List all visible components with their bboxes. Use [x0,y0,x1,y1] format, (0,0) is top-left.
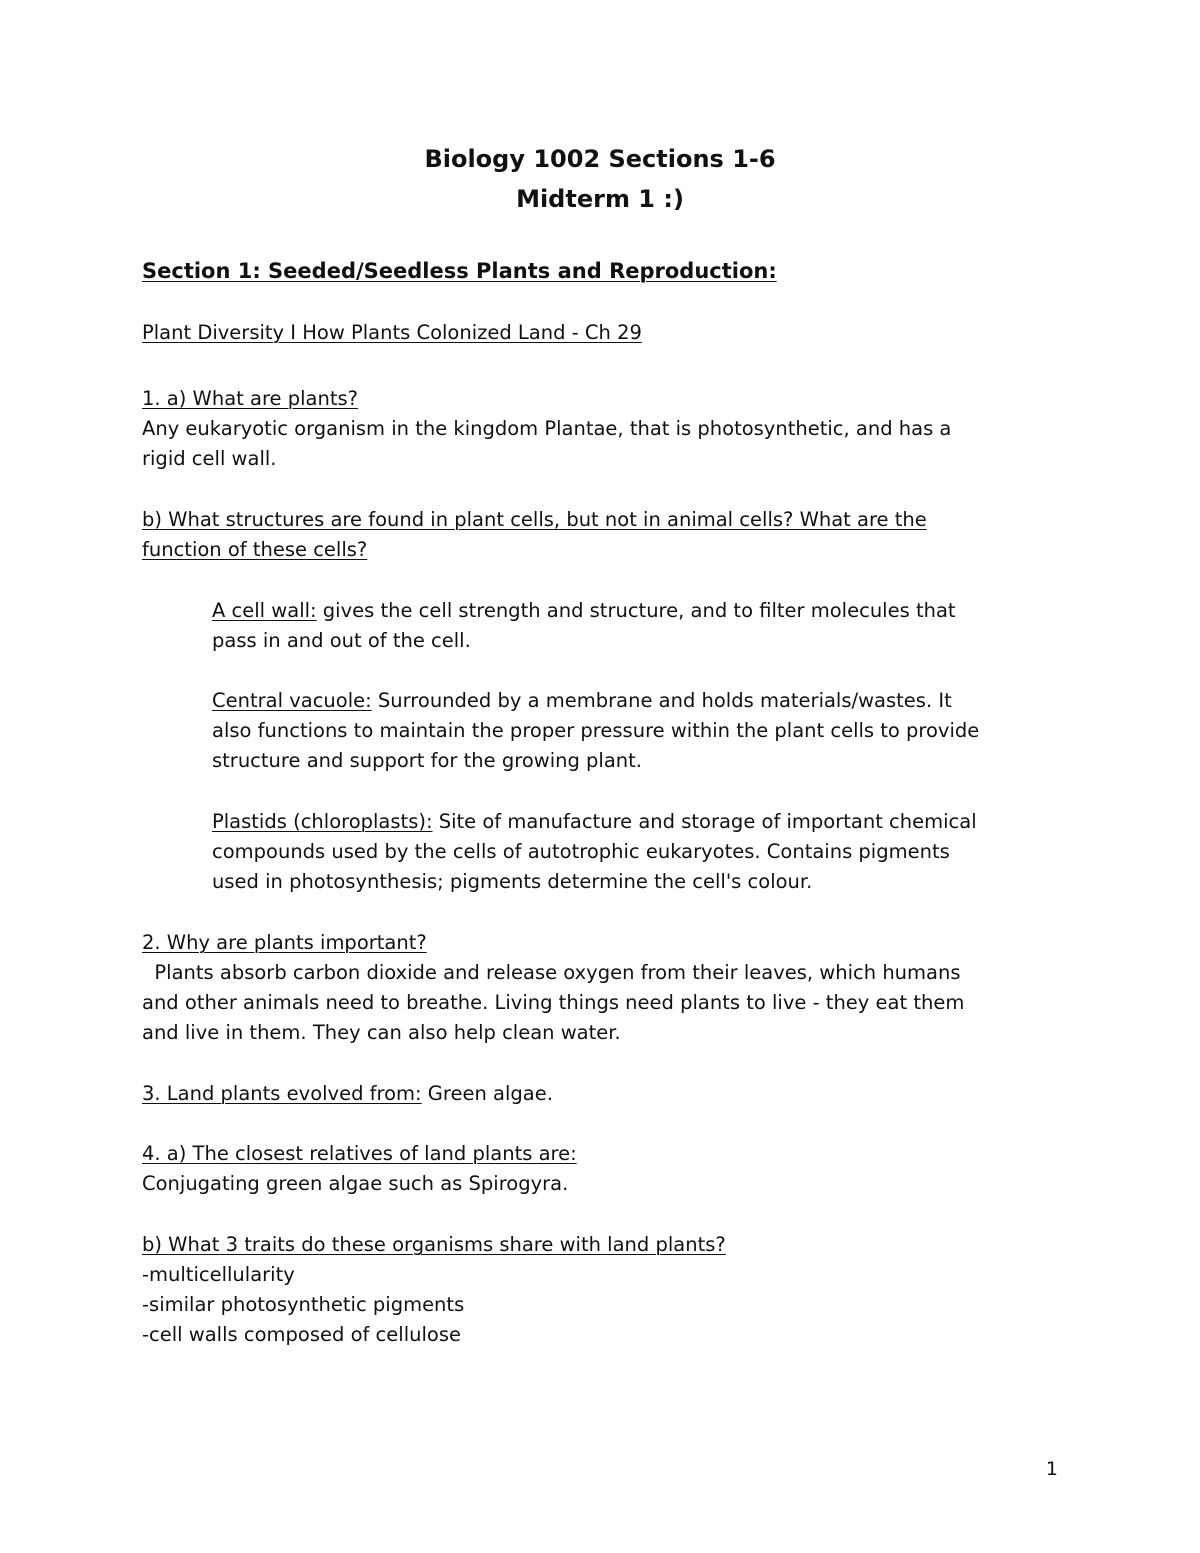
question-4b: b) What 3 traits do these organisms share with land plants? [142,1233,726,1256]
answer-1a-line: Any eukaryotic organism in the kingdom Plantae, that is photosynthetic, and has a [142,417,952,440]
cell-wall-term: A cell wall: [212,599,317,622]
answer-4a: Conjugating green algae such as Spirogyra. [142,1172,569,1195]
chapter-subheading: Plant Diversity I How Plants Colonized Land - Ch 29 [142,321,642,344]
answer-2-line: and live in them. They can also help clean water. [142,1021,621,1044]
answer-1a-line: rigid cell wall. [142,447,277,470]
question-2: 2. Why are plants important? [142,931,427,954]
question-1b: function of these cells? [142,538,368,561]
document-subtitle: Midterm 1 :) [516,185,684,213]
question-1b: b) What structures are found in plant cells, but not in animal cells? What are the [142,508,927,531]
answer-2-line: Plants absorb carbon dioxide and release oxygen from their leaves, which humans [142,961,961,984]
plastids-desc: compounds used by the cells of autotrophic eukaryotes. Contains pigments [212,840,950,863]
cell-wall-desc: gives the cell strength and structure, and to filter molecules that [316,599,956,622]
vacuole-term: Central vacuole: [212,689,372,712]
cell-wall-desc: pass in and out of the cell. [212,629,471,652]
question-1a: 1. a) What are plants? [142,387,358,410]
trait-item: -multicellularity [142,1263,295,1286]
cell-wall-entry [212,596,956,626]
answer-2-line: and other animals need to breathe. Living things need plants to live - they eat them [142,991,965,1014]
plastids-term: Plastids (chloroplasts): [212,810,433,833]
plastids-entry [212,807,977,837]
document-title: Biology 1002 Sections 1-6 [424,145,776,173]
trait-item: -cell walls composed of cellulose [142,1323,461,1346]
answer-3: Green algae. [421,1082,553,1105]
section-heading: Section 1: Seeded/Seedless Plants and Reproduction: [142,259,777,283]
vacuole-entry [212,686,952,716]
question-3-entry [142,1079,553,1109]
vacuole-desc: also functions to maintain the proper pressure within the plant cells to provide [212,719,980,742]
page-number: 1 [1045,1458,1058,1480]
vacuole-desc: structure and support for the growing plant. [212,749,642,772]
vacuole-desc: Surrounded by a membrane and holds materials/wastes. It [371,689,952,712]
plastids-desc: Site of manufacture and storage of important chemical [432,810,977,833]
plastids-desc: used in photosynthesis; pigments determine the cell's colour. [212,870,813,893]
question-4a: 4. a) The closest relatives of land plants are: [142,1142,577,1165]
question-3: 3. Land plants evolved from: [142,1082,422,1105]
trait-item: -similar photosynthetic pigments [142,1293,465,1316]
